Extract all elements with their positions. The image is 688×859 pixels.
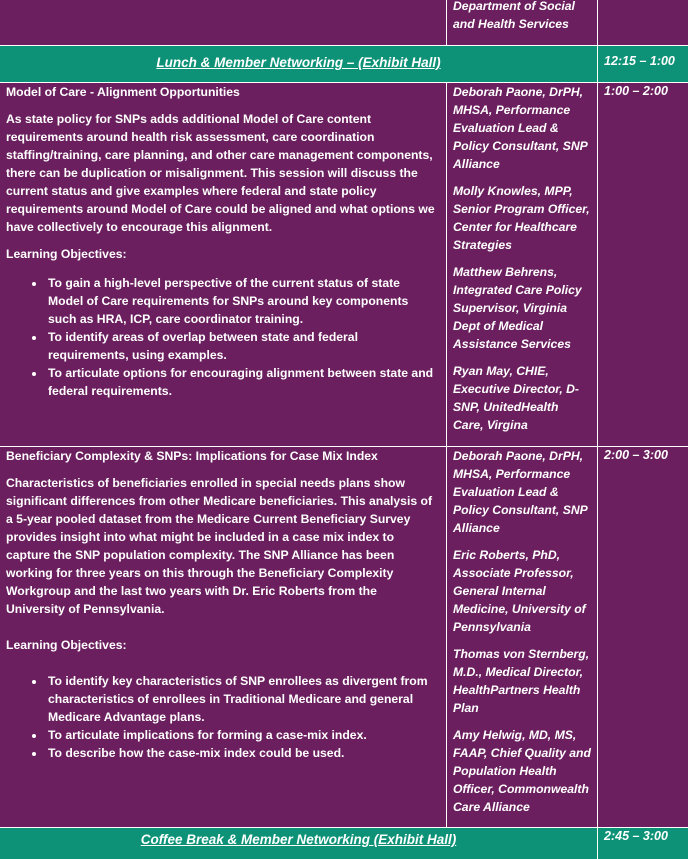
coffee-time: 2:45 – 3:00 bbox=[604, 829, 668, 843]
speaker-item: Matthew Behrens, Integrated Care Policy Supervisor, Virginia Dept of Medical Assistance Services bbox=[453, 265, 582, 351]
speaker-cell bbox=[447, 0, 597, 45]
speaker-item: Thomas von Sternberg, M.D., Medical Director, HealthPartners Health Plan bbox=[453, 647, 590, 715]
session-1-speakers bbox=[453, 83, 591, 443]
time-cell bbox=[598, 0, 688, 45]
coffee-banner bbox=[0, 828, 597, 859]
session-1-description: As state policy for SNPs adds additional Model of Care content requirements around health risk assessment, care coordination staffing/training, care planning, and other care management components, there can be duplication or misalignment. This session will discuss the current status and give examples where federal and state policy requirements around Model of Care could be aligned and what options we have collectively to encourage this alignment. bbox=[6, 112, 435, 234]
session-2-speakers bbox=[453, 447, 591, 825]
agenda-row-coffee bbox=[0, 828, 688, 859]
list-item: • To gain a high-level perspective of the current status of state Model of Care requirements for SNPs around key components such as HRA, ICP, care coordinator training. bbox=[46, 274, 438, 328]
session-1-content bbox=[6, 83, 438, 400]
session-2-time-cell bbox=[598, 447, 688, 827]
speaker-item: Deborah Paone, DrPH, MHSA, Performance Evaluation Lead & Policy Consultant, SNP Alliance bbox=[453, 85, 588, 171]
lunch-time: 12:15 – 1:00 bbox=[604, 54, 675, 68]
list-item: • To identify key characteristics of SNP enrollees as divergent from characteristics of enrollees in Traditional Medicare and general Medicare Advantage plans. bbox=[46, 672, 438, 726]
lunch-time-cell bbox=[598, 46, 688, 82]
cell-empty bbox=[0, 0, 446, 45]
session-2-cell bbox=[0, 447, 446, 827]
session-2-description: Characteristics of beneficiaries enrolled in special needs plans show significant differences from other Medicare beneficiaries. This analysis of a 5-year pooled dataset from the Medicare Current Beneficiary Survey provides insight into what might be included in a case mix index to capture the SNP population complexity. The SNP Alliance has been working for three years on this through the Beneficiary Complexity Workgroup and the last two years with Dr. Eric Roberts from the University of Pennsylvania. bbox=[6, 476, 433, 616]
lunch-banner bbox=[0, 46, 597, 82]
agenda-row-session-2 bbox=[0, 447, 688, 827]
coffee-label: Coffee Break & Member Networking (Exhibit Hall) bbox=[140, 832, 457, 847]
session-2-speakers-cell bbox=[447, 447, 597, 827]
list-item: • To articulate options for encouraging alignment between state and federal requirements. bbox=[46, 364, 438, 400]
session-2-objectives-list bbox=[6, 672, 438, 762]
session-1-objectives-heading: Learning Objectives: bbox=[6, 247, 127, 261]
agenda-row-session-1 bbox=[0, 83, 688, 446]
speaker-text: Department of Social and Health Services bbox=[453, 0, 575, 31]
speaker-item: Molly Knowles, MPP, Senior Program Officer, Center for Healthcare Strategies bbox=[453, 184, 590, 252]
session-1-time: 1:00 – 2:00 bbox=[604, 84, 668, 98]
list-item: • To articulate implications for forming a case-mix index. bbox=[46, 726, 438, 744]
session-1-speakers-cell bbox=[447, 83, 597, 446]
session-1-time-cell bbox=[598, 83, 688, 446]
speaker-item: Deborah Paone, DrPH, MHSA, Performance Evaluation Lead & Policy Consultant, SNP Alliance bbox=[453, 449, 588, 535]
session-2-objectives-heading: Learning Objectives: bbox=[6, 638, 127, 652]
session-1-objectives-list bbox=[6, 274, 438, 400]
session-2-time: 2:00 – 3:00 bbox=[604, 448, 668, 462]
speaker-item: Amy Helwig, MD, MS, FAAP, Chief Quality and Population Health Officer, Commonwealth Care Alliance bbox=[453, 728, 591, 814]
session-1-title: Model of Care - Alignment Opportunities bbox=[6, 85, 240, 99]
session-2-title: Beneficiary Complexity & SNPs: Implications for Case Mix Index bbox=[6, 449, 378, 463]
list-item: • To identify areas of overlap between state and federal requirements, using examples. bbox=[46, 328, 438, 364]
session-2-content bbox=[6, 447, 438, 762]
session-1-cell bbox=[0, 83, 446, 446]
list-item: • To describe how the case-mix index could be used. bbox=[46, 744, 438, 762]
lunch-label: Lunch & Member Networking – (Exhibit Hall) bbox=[156, 55, 441, 70]
agenda-row-top bbox=[0, 0, 688, 45]
speaker-item: Eric Roberts, PhD, Associate Professor, General Internal Medicine, University of Pennsylvania bbox=[453, 548, 586, 634]
speaker-item: Ryan May, CHIE, Executive Director, D-SNP, UnitedHealth Care, Virgina bbox=[453, 364, 579, 432]
agenda-row-lunch bbox=[0, 46, 688, 82]
coffee-time-cell bbox=[598, 828, 688, 859]
